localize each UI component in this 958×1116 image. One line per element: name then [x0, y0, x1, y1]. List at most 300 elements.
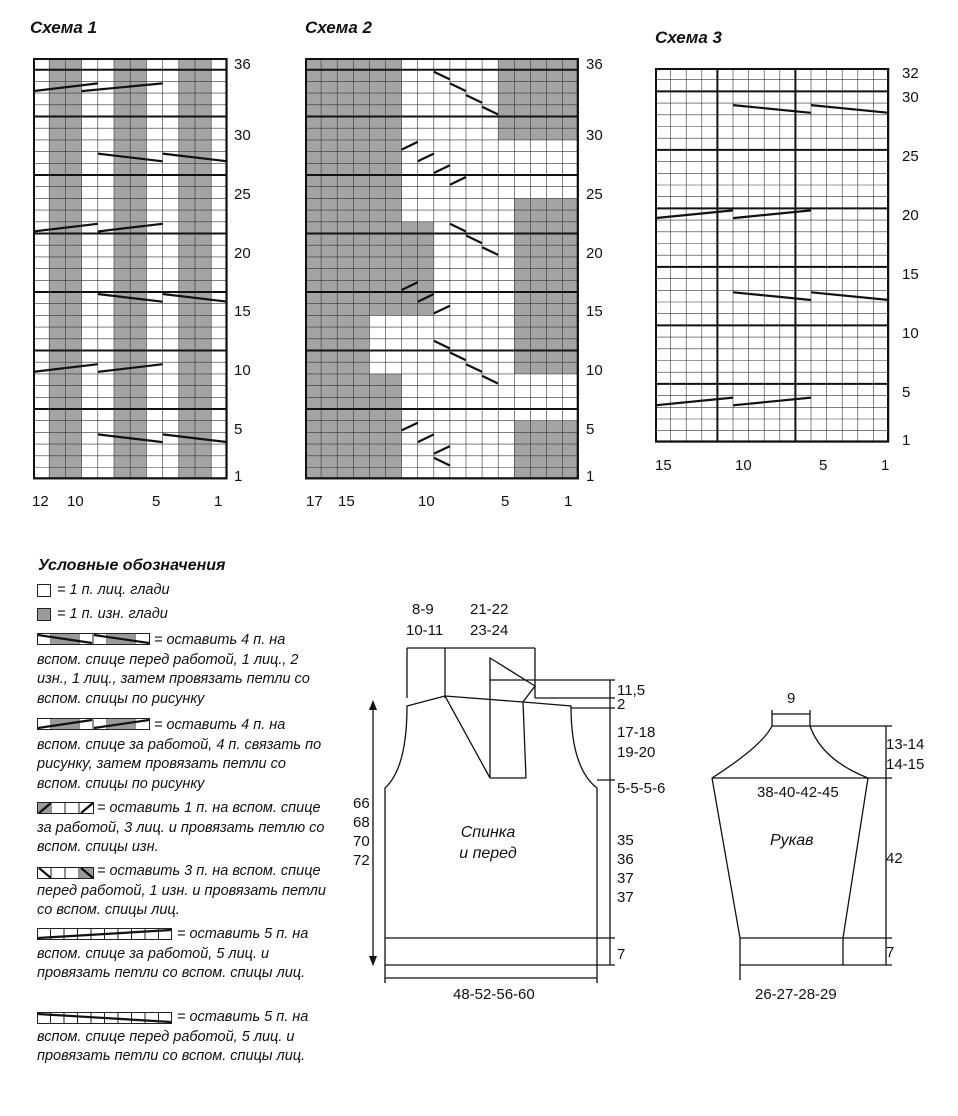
purl-cell — [65, 327, 81, 339]
purl-cell — [369, 292, 385, 304]
s1-col-1: 1 — [214, 493, 223, 510]
purl-cell — [305, 362, 321, 374]
purl-cell — [563, 210, 579, 222]
purl-cell — [179, 304, 195, 316]
purl-cell — [337, 397, 353, 409]
purl-cell — [65, 187, 81, 199]
sleeve-cap-dim-1: 13-14 — [886, 736, 925, 753]
purl-cell — [563, 304, 579, 316]
s1-col-10: 10 — [67, 493, 84, 510]
purl-cell — [49, 269, 65, 281]
purl-cell — [114, 245, 130, 257]
purl-cell — [353, 163, 369, 175]
purl-cell — [369, 304, 385, 316]
length-dim-3: 70 — [353, 833, 370, 850]
purl-cell — [305, 339, 321, 351]
purl-cell — [530, 128, 546, 140]
purl-cell — [353, 187, 369, 199]
neck-back-dim: 2 — [617, 696, 626, 713]
purl-cell — [386, 175, 402, 187]
scheme-2-chart — [305, 58, 579, 483]
purl-cell — [530, 210, 546, 222]
purl-cell — [321, 222, 337, 234]
purl-cell — [49, 339, 65, 351]
legend-cable-4-back-text: = оставить 4 п. на вспом. спице за работой, 4 п. связать по рисунку, затем провязать петли со вспом. спицы по рисунку — [37, 717, 322, 792]
cable-cross — [434, 458, 450, 466]
purl-cell — [195, 175, 211, 187]
purl-cell — [369, 386, 385, 398]
purl-cell — [305, 210, 321, 222]
purl-cell — [114, 444, 130, 456]
purl-cell — [353, 234, 369, 246]
legend-knit-text: = 1 п. лиц. глади — [57, 582, 170, 598]
purl-cell — [337, 187, 353, 199]
purl-cell — [65, 432, 81, 444]
purl-cell — [305, 269, 321, 281]
purl-cell — [337, 81, 353, 93]
s3-row-32: 32 — [902, 65, 919, 82]
purl-cell — [130, 175, 146, 187]
purl-cell — [179, 117, 195, 129]
purl-cell — [547, 198, 563, 210]
purl-cell — [195, 198, 211, 210]
purl-cell — [386, 128, 402, 140]
purl-cell — [563, 128, 579, 140]
purl-cell — [530, 362, 546, 374]
purl-cell — [530, 456, 546, 468]
purl-cell — [114, 397, 130, 409]
cable-cross — [450, 224, 466, 232]
purl-cell — [305, 163, 321, 175]
purl-cell — [321, 245, 337, 257]
armhole-dec-dim: 5-5-5-6 — [617, 780, 666, 797]
purl-cell — [353, 105, 369, 117]
purl-cell — [514, 351, 530, 363]
purl-cell — [114, 421, 130, 433]
s2-row-30: 30 — [586, 127, 603, 144]
purl-cell — [195, 70, 211, 82]
armhole-dim-2: 19-20 — [617, 744, 656, 761]
length-dim-1: 66 — [353, 795, 370, 812]
scheme-1-chart — [33, 58, 229, 483]
purl-cell — [321, 152, 337, 164]
purl-cell — [114, 280, 130, 292]
purl-cell — [114, 409, 130, 421]
purl-cell — [530, 105, 546, 117]
purl-cell — [49, 292, 65, 304]
purl-cell — [49, 245, 65, 257]
purl-cell — [321, 280, 337, 292]
purl-cell — [386, 280, 402, 292]
purl-cell — [305, 128, 321, 140]
purl-cell — [195, 421, 211, 433]
body-label-line1: Спинка — [460, 824, 516, 841]
purl-cell — [65, 70, 81, 82]
purl-cell — [337, 140, 353, 152]
purl-cell — [195, 93, 211, 105]
scheme-2-title: Схема 2 — [305, 18, 372, 37]
purl-cell — [337, 105, 353, 117]
purl-cell — [65, 117, 81, 129]
purl-cell — [130, 269, 146, 281]
body-rib-dim: 7 — [617, 946, 626, 963]
purl-cell — [49, 351, 65, 363]
purl-cell — [514, 327, 530, 339]
cable-cross — [434, 446, 450, 454]
purl-cell — [321, 292, 337, 304]
s3-row-20: 20 — [902, 207, 919, 224]
purl-cell — [130, 280, 146, 292]
purl-cell — [130, 117, 146, 129]
purl-cell — [386, 257, 402, 269]
purl-cell — [114, 70, 130, 82]
s3-row-5: 5 — [902, 384, 911, 401]
purl-cell — [130, 198, 146, 210]
purl-cell — [65, 234, 81, 246]
purl-cell — [321, 362, 337, 374]
purl-cell — [386, 210, 402, 222]
purl-cell — [547, 351, 563, 363]
purl-cell — [337, 117, 353, 129]
purl-cell — [65, 152, 81, 164]
purl-cell — [353, 374, 369, 386]
purl-cell — [498, 70, 514, 82]
purl-cell — [369, 269, 385, 281]
purl-cell — [337, 198, 353, 210]
purl-cell — [402, 292, 418, 304]
purl-cell — [49, 257, 65, 269]
purl-cell — [369, 81, 385, 93]
purl-cell — [130, 374, 146, 386]
purl-cell — [179, 409, 195, 421]
s3-col-5: 5 — [819, 457, 828, 474]
purl-cell — [369, 280, 385, 292]
purl-cell — [130, 105, 146, 117]
purl-cell — [498, 105, 514, 117]
purl-cell — [386, 444, 402, 456]
purl-cell — [386, 105, 402, 117]
legend-cable-5-back-text: = оставить 5 п. на вспом. спице за работой, 5 лиц. и провязать петли со вспом. спицы лиц. — [37, 926, 309, 981]
purl-cell — [49, 93, 65, 105]
purl-cell — [179, 456, 195, 468]
purl-cell — [321, 128, 337, 140]
purl-cell — [563, 339, 579, 351]
s2-col-5: 5 — [501, 493, 510, 510]
purl-cell — [130, 234, 146, 246]
purl-cell — [530, 339, 546, 351]
purl-cell — [337, 269, 353, 281]
purl-cell — [49, 456, 65, 468]
purl-cell — [305, 456, 321, 468]
purl-cell — [369, 222, 385, 234]
body-pattern-diagram — [345, 598, 685, 1008]
purl-cell — [114, 128, 130, 140]
purl-cell — [386, 386, 402, 398]
purl-cell — [195, 280, 211, 292]
legend-cable-5-front-text: = оставить 5 п. на вспом. спице перед работой, 5 лиц. и провязать петли со вспом. спицы лиц. — [37, 1009, 309, 1064]
scheme-3-chart — [655, 68, 895, 448]
purl-cell — [114, 456, 130, 468]
purl-cell — [514, 105, 530, 117]
purl-cell — [321, 339, 337, 351]
purl-cell — [402, 304, 418, 316]
purl-cell — [65, 105, 81, 117]
purl-cell — [114, 304, 130, 316]
purl-cell — [530, 81, 546, 93]
purl-cell — [418, 234, 434, 246]
armhole-dim-1: 17-18 — [617, 724, 656, 741]
purl-cell — [65, 421, 81, 433]
purl-cell — [563, 315, 579, 327]
purl-cell — [321, 93, 337, 105]
purl-cell — [386, 198, 402, 210]
purl-cell — [337, 374, 353, 386]
purl-cell — [386, 93, 402, 105]
purl-cell — [353, 257, 369, 269]
side-dim-2: 36 — [617, 851, 634, 868]
purl-cell — [321, 105, 337, 117]
purl-cell — [130, 327, 146, 339]
purl-cell — [305, 198, 321, 210]
shoulder-dim-2: 10-11 — [406, 622, 444, 639]
purl-cell — [195, 386, 211, 398]
side-dim-3: 37 — [617, 870, 634, 887]
purl-cell — [563, 327, 579, 339]
purl-cell — [65, 444, 81, 456]
purl-cell — [195, 257, 211, 269]
sleeve-cap-dim-2: 14-15 — [886, 756, 925, 773]
purl-cell — [369, 198, 385, 210]
purl-cell — [563, 93, 579, 105]
purl-cell — [418, 222, 434, 234]
purl-cell — [65, 397, 81, 409]
purl-cell — [547, 362, 563, 374]
purl-cell — [130, 187, 146, 199]
purl-cell — [179, 140, 195, 152]
purl-cell — [195, 444, 211, 456]
purl-cell — [130, 315, 146, 327]
purl-cell — [195, 397, 211, 409]
purl-cell — [321, 456, 337, 468]
purl-cell — [418, 304, 434, 316]
cable-cross — [733, 105, 811, 113]
s2-col-17: 17 — [306, 493, 323, 510]
purl-cell — [321, 163, 337, 175]
purl-cell — [530, 315, 546, 327]
purl-cell — [353, 304, 369, 316]
purl-cell — [498, 81, 514, 93]
purl-cell — [49, 327, 65, 339]
cable-cross — [733, 210, 811, 218]
purl-cell — [179, 362, 195, 374]
purl-cell — [563, 234, 579, 246]
purl-cell — [130, 386, 146, 398]
purl-cell — [195, 269, 211, 281]
purl-cell — [369, 432, 385, 444]
purl-cell — [195, 128, 211, 140]
purl-cell — [195, 304, 211, 316]
purl-cell — [305, 315, 321, 327]
purl-cell — [530, 93, 546, 105]
purl-cell — [179, 421, 195, 433]
purl-cell — [130, 245, 146, 257]
purl-cell — [353, 362, 369, 374]
purl-cell — [130, 339, 146, 351]
purl-cell — [418, 269, 434, 281]
cable-cross — [811, 105, 889, 113]
purl-cell — [321, 117, 337, 129]
purl-cell — [547, 245, 563, 257]
purl-cell — [179, 70, 195, 82]
purl-cell — [195, 351, 211, 363]
purl-cell — [563, 444, 579, 456]
purl-cell — [195, 234, 211, 246]
s2-row-36: 36 — [586, 56, 603, 73]
purl-cell — [514, 292, 530, 304]
purl-cell — [305, 292, 321, 304]
purl-cell — [514, 245, 530, 257]
purl-cell — [514, 280, 530, 292]
purl-cell — [65, 280, 81, 292]
neck-dim-1: 21-22 — [470, 601, 509, 618]
purl-cell — [65, 128, 81, 140]
purl-cell — [563, 280, 579, 292]
purl-cell — [49, 386, 65, 398]
purl-cell — [130, 421, 146, 433]
purl-cell — [179, 351, 195, 363]
purl-cell — [547, 432, 563, 444]
purl-cell — [353, 245, 369, 257]
purl-cell — [114, 198, 130, 210]
purl-cell — [179, 198, 195, 210]
purl-cell — [369, 187, 385, 199]
purl-cell — [65, 269, 81, 281]
purl-cell — [114, 140, 130, 152]
purl-cell — [369, 234, 385, 246]
purl-cell — [530, 351, 546, 363]
purl-cell — [130, 163, 146, 175]
purl-cell — [369, 140, 385, 152]
purl-cell — [49, 128, 65, 140]
purl-cell — [353, 198, 369, 210]
purl-cell — [353, 421, 369, 433]
purl-cell — [49, 105, 65, 117]
purl-cell — [530, 444, 546, 456]
purl-cell — [130, 444, 146, 456]
purl-cell — [386, 432, 402, 444]
body-outline — [385, 658, 597, 965]
length-arrow-bottom-icon — [369, 956, 377, 966]
purl-cell — [49, 304, 65, 316]
purl-cell — [547, 315, 563, 327]
purl-cell — [321, 351, 337, 363]
purl-cell — [337, 234, 353, 246]
purl-cell — [179, 245, 195, 257]
purl-cell — [337, 421, 353, 433]
s3-col-10: 10 — [735, 457, 752, 474]
purl-cell — [337, 280, 353, 292]
purl-cell — [195, 315, 211, 327]
purl-cell — [386, 456, 402, 468]
knit-stitch-symbol — [37, 584, 53, 598]
purl-cell — [386, 245, 402, 257]
length-arrow-top-icon — [369, 700, 377, 710]
cable-cross — [434, 341, 450, 349]
purl-cell — [369, 105, 385, 117]
purl-cell — [321, 175, 337, 187]
purl-cell — [530, 245, 546, 257]
purl-cell — [337, 70, 353, 82]
purl-cell — [514, 432, 530, 444]
purl-cell — [530, 304, 546, 316]
purl-cell — [514, 70, 530, 82]
purl-cell — [130, 351, 146, 363]
purl-cell — [498, 117, 514, 129]
purl-cell — [563, 70, 579, 82]
purl-cell — [305, 187, 321, 199]
legend-title: Условные обозначения — [38, 557, 226, 574]
purl-cell — [114, 234, 130, 246]
purl-cell — [337, 257, 353, 269]
purl-cell — [386, 70, 402, 82]
purl-cell — [530, 432, 546, 444]
purl-cell — [49, 175, 65, 187]
purl-cell — [386, 269, 402, 281]
purl-cell — [498, 128, 514, 140]
purl-cell — [321, 421, 337, 433]
sleeve-length-dim: 42 — [886, 850, 903, 867]
purl-cell — [337, 386, 353, 398]
purl-cell — [305, 234, 321, 246]
purl-cell — [305, 327, 321, 339]
purl-cell — [195, 187, 211, 199]
purl-cell — [179, 163, 195, 175]
s2-row-10: 10 — [586, 362, 603, 379]
purl-cell — [547, 117, 563, 129]
purl-cell — [337, 245, 353, 257]
purl-cell — [49, 152, 65, 164]
purl-cell — [305, 421, 321, 433]
purl-cell — [547, 93, 563, 105]
purl-cell — [114, 315, 130, 327]
cable-cross — [811, 292, 889, 300]
purl-cell — [386, 292, 402, 304]
purl-cell — [547, 292, 563, 304]
purl-cell — [305, 222, 321, 234]
purl-cell — [114, 210, 130, 222]
purl-cell — [547, 257, 563, 269]
purl-cell — [321, 327, 337, 339]
purl-cell — [179, 81, 195, 93]
side-dim-1: 35 — [617, 832, 634, 849]
purl-cell — [563, 81, 579, 93]
purl-cell — [114, 339, 130, 351]
purl-cell — [321, 315, 337, 327]
cable-cross — [655, 398, 733, 406]
purl-cell — [547, 327, 563, 339]
purl-cell — [547, 444, 563, 456]
purl-cell — [305, 81, 321, 93]
cable-cross — [466, 236, 482, 244]
purl-cell — [195, 374, 211, 386]
s1-row-1: 1 — [234, 468, 243, 485]
purl-cell — [179, 234, 195, 246]
purl-cell — [386, 234, 402, 246]
s3-row-10: 10 — [902, 325, 919, 342]
sleeve-label: Рукав — [770, 832, 814, 849]
s2-row-15: 15 — [586, 303, 603, 320]
purl-cell — [195, 105, 211, 117]
